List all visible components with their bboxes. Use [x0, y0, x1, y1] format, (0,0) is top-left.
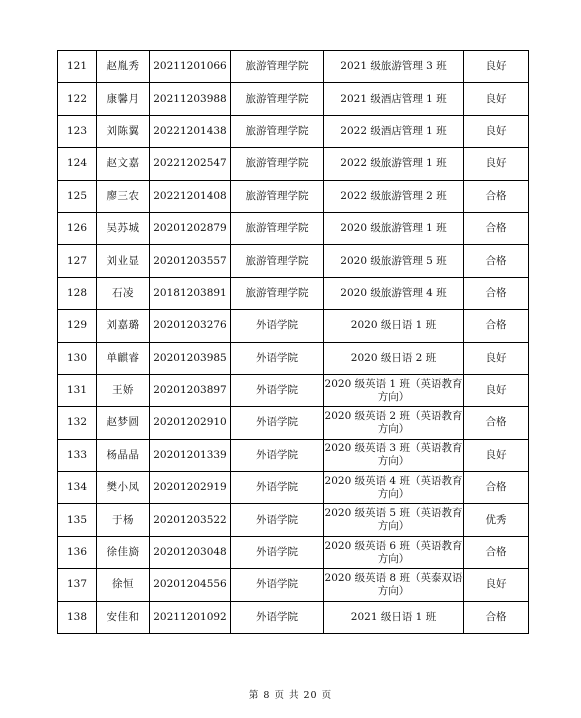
class-cell: 2020 级旅游管理 1 班 [324, 212, 464, 244]
table-row [58, 212, 529, 244]
row-number-cell: 134 [58, 472, 97, 504]
row-number-cell: 125 [58, 180, 97, 212]
college-cell: 外语学院 [231, 504, 324, 536]
grade-cell: 合格 [464, 212, 529, 244]
class-cell: 2020 级旅游管理 5 班 [324, 245, 464, 277]
student-id-cell: 20201203522 [150, 504, 231, 536]
grade-cell: 良好 [464, 342, 529, 374]
college-cell: 旅游管理学院 [231, 212, 324, 244]
class-cell: 2021 级酒店管理 1 班 [324, 83, 464, 115]
table-row [58, 601, 529, 633]
class-cell: 2022 级旅游管理 2 班 [324, 180, 464, 212]
student-name-cell: 赵胤秀 [97, 51, 150, 83]
student-id-cell: 20201204556 [150, 569, 231, 601]
table-row [58, 180, 529, 212]
grade-cell: 合格 [464, 536, 529, 568]
grade-cell: 良好 [464, 374, 529, 406]
student-name-cell: 于杨 [97, 504, 150, 536]
table-row [58, 310, 529, 342]
row-number-cell: 126 [58, 212, 97, 244]
student-name-cell: 安佳和 [97, 601, 150, 633]
student-name-cell: 樊小凤 [97, 472, 150, 504]
row-number-cell: 135 [58, 504, 97, 536]
student-id-cell: 20211201092 [150, 601, 231, 633]
row-number-cell: 137 [58, 569, 97, 601]
student-name-cell: 王娇 [97, 374, 150, 406]
table-row [58, 407, 529, 439]
class-cell: 2020 级旅游管理 4 班 [324, 277, 464, 309]
student-id-cell: 20201202879 [150, 212, 231, 244]
student-id-cell: 20201202919 [150, 472, 231, 504]
student-name-cell: 廖三农 [97, 180, 150, 212]
student-roster-table [57, 50, 529, 634]
class-cell: 2020 级英语 1 班（英语教育方向） [324, 374, 464, 406]
grade-cell: 合格 [464, 310, 529, 342]
college-cell: 旅游管理学院 [231, 245, 324, 277]
student-id-cell: 20181203891 [150, 277, 231, 309]
class-cell: 2021 级日语 1 班 [324, 601, 464, 633]
row-number-cell: 123 [58, 115, 97, 147]
table-row [58, 504, 529, 536]
class-cell: 2022 级旅游管理 1 班 [324, 148, 464, 180]
student-id-cell: 20211203988 [150, 83, 231, 115]
student-id-cell: 20201202910 [150, 407, 231, 439]
row-number-cell: 129 [58, 310, 97, 342]
class-cell: 2020 级英语 5 班（英语教育方向） [324, 504, 464, 536]
student-name-cell: 刘业显 [97, 245, 150, 277]
grade-cell: 合格 [464, 277, 529, 309]
student-name-cell: 赵文嘉 [97, 148, 150, 180]
student-id-cell: 20201203276 [150, 310, 231, 342]
college-cell: 外语学院 [231, 310, 324, 342]
table-row [58, 245, 529, 277]
roster-table-body [58, 51, 529, 634]
college-cell: 旅游管理学院 [231, 83, 324, 115]
row-number-cell: 124 [58, 148, 97, 180]
college-cell: 旅游管理学院 [231, 115, 324, 147]
student-id-cell: 20201201339 [150, 439, 231, 471]
grade-cell: 良好 [464, 569, 529, 601]
class-cell: 2020 级英语 4 班（英语教育方向） [324, 472, 464, 504]
table-row [58, 148, 529, 180]
student-id-cell: 20201203985 [150, 342, 231, 374]
college-cell: 旅游管理学院 [231, 51, 324, 83]
grade-cell: 良好 [464, 51, 529, 83]
table-row [58, 277, 529, 309]
class-cell: 2021 级旅游管理 3 班 [324, 51, 464, 83]
student-name-cell: 杨晶晶 [97, 439, 150, 471]
row-number-cell: 132 [58, 407, 97, 439]
table-row [58, 374, 529, 406]
grade-cell: 良好 [464, 148, 529, 180]
college-cell: 旅游管理学院 [231, 180, 324, 212]
table-row [58, 51, 529, 83]
row-number-cell: 122 [58, 83, 97, 115]
grade-cell: 良好 [464, 83, 529, 115]
student-name-cell: 刘陈翼 [97, 115, 150, 147]
college-cell: 外语学院 [231, 374, 324, 406]
college-cell: 外语学院 [231, 601, 324, 633]
college-cell: 旅游管理学院 [231, 277, 324, 309]
table-row [58, 569, 529, 601]
college-cell: 外语学院 [231, 472, 324, 504]
row-number-cell: 133 [58, 439, 97, 471]
college-cell: 外语学院 [231, 569, 324, 601]
class-cell: 2020 级日语 2 班 [324, 342, 464, 374]
student-id-cell: 20221201438 [150, 115, 231, 147]
college-cell: 外语学院 [231, 439, 324, 471]
row-number-cell: 136 [58, 536, 97, 568]
college-cell: 外语学院 [231, 342, 324, 374]
class-cell: 2022 级酒店管理 1 班 [324, 115, 464, 147]
row-number-cell: 131 [58, 374, 97, 406]
row-number-cell: 121 [58, 51, 97, 83]
row-number-cell: 130 [58, 342, 97, 374]
student-name-cell: 石凌 [97, 277, 150, 309]
row-number-cell: 127 [58, 245, 97, 277]
student-id-cell: 20221201408 [150, 180, 231, 212]
class-cell: 2020 级日语 1 班 [324, 310, 464, 342]
student-name-cell: 赵梦圆 [97, 407, 150, 439]
page-footer: 第 8 页 共 20 页 [248, 690, 333, 701]
grade-cell: 合格 [464, 180, 529, 212]
student-id-cell: 20201203557 [150, 245, 231, 277]
student-id-cell: 20201203897 [150, 374, 231, 406]
student-name-cell: 吴苏城 [97, 212, 150, 244]
table-row [58, 342, 529, 374]
student-id-cell: 20201203048 [150, 536, 231, 568]
student-name-cell: 康馨月 [97, 83, 150, 115]
grade-cell: 合格 [464, 407, 529, 439]
row-number-cell: 138 [58, 601, 97, 633]
table-row [58, 472, 529, 504]
student-name-cell: 徐恒 [97, 569, 150, 601]
student-id-cell: 20221202547 [150, 148, 231, 180]
table-row [58, 115, 529, 147]
table-row [58, 83, 529, 115]
college-cell: 外语学院 [231, 407, 324, 439]
class-cell: 2020 级英语 6 班（英语教育方向） [324, 536, 464, 568]
class-cell: 2020 级英语 8 班（英泰双语方向） [324, 569, 464, 601]
grade-cell: 优秀 [464, 504, 529, 536]
grade-cell: 合格 [464, 245, 529, 277]
row-number-cell: 128 [58, 277, 97, 309]
grade-cell: 良好 [464, 115, 529, 147]
student-name-cell: 徐佳旖 [97, 536, 150, 568]
grade-cell: 良好 [464, 439, 529, 471]
class-cell: 2020 级英语 2 班（英语教育方向） [324, 407, 464, 439]
student-id-cell: 20211201066 [150, 51, 231, 83]
grade-cell: 合格 [464, 601, 529, 633]
grade-cell: 合格 [464, 472, 529, 504]
college-cell: 旅游管理学院 [231, 148, 324, 180]
student-name-cell: 单麒睿 [97, 342, 150, 374]
student-name-cell: 刘嘉璐 [97, 310, 150, 342]
table-row [58, 439, 529, 471]
college-cell: 外语学院 [231, 536, 324, 568]
class-cell: 2020 级英语 3 班（英语教育方向） [324, 439, 464, 471]
table-row [58, 536, 529, 568]
